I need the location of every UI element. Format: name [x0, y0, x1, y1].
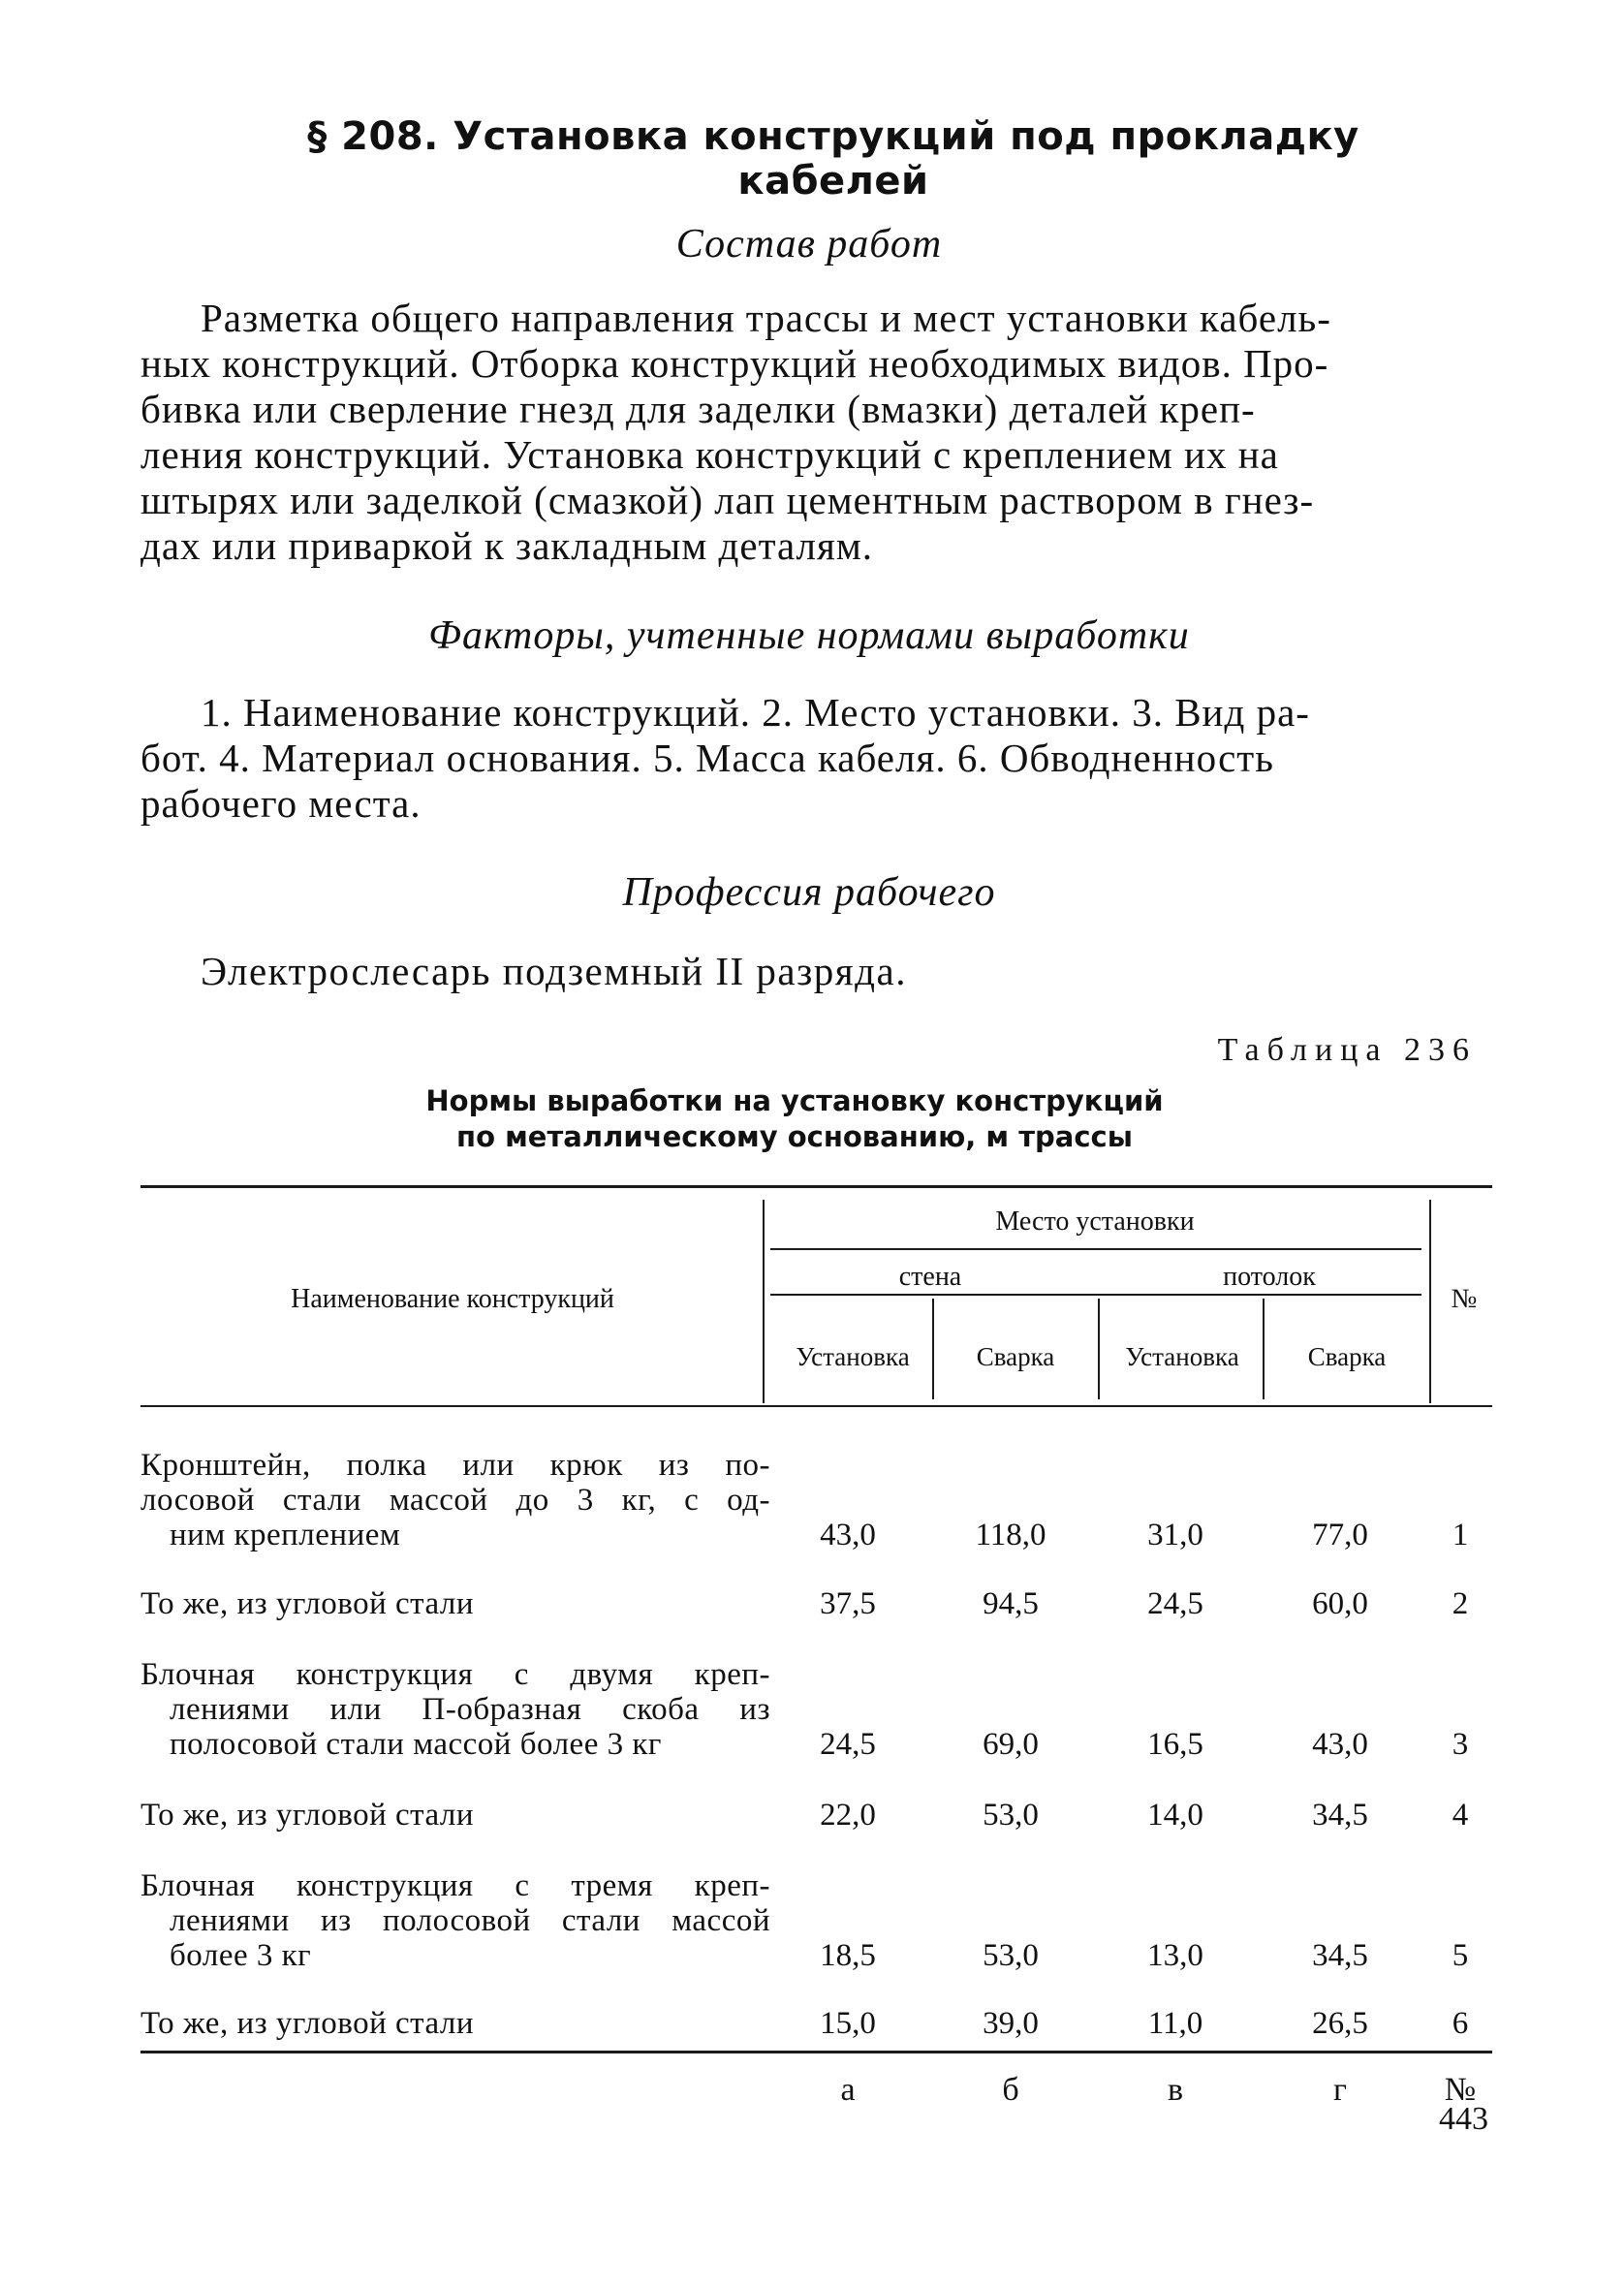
profession-heading: Профессия рабочего [622, 870, 996, 915]
row-name-line: Блочная конструкция с тремя креп- [141, 1868, 770, 1903]
table-vline-wall [932, 1299, 934, 1399]
table-row-number: 3 [1452, 1727, 1469, 1762]
row-name-line: полосовой стали массой более 3 кг [170, 1727, 662, 1762]
factors-line: рабочего места. [141, 781, 422, 826]
composition-paragraph [141, 296, 1478, 569]
table-cell: 39,0 [983, 2006, 1039, 2041]
table-footer-letter: № [1444, 2072, 1477, 2108]
factors-line: 1. Наименование конструкций. 2. Место установки. 3. Вид ра- [201, 690, 1310, 735]
row-name-line: лениями или П-образная скоба из [170, 1692, 770, 1727]
table-cell: 31,0 [1147, 1518, 1203, 1552]
table-row-name [141, 2006, 770, 2041]
table-row-number: 5 [1452, 1938, 1469, 1973]
row-name-line: более 3 кг [170, 1938, 312, 1973]
table-cell: 118,0 [975, 1518, 1046, 1552]
table-cell: 18,5 [820, 1938, 876, 1973]
table-cell: 24,5 [1147, 1586, 1203, 1621]
composition-heading: Состав работ [675, 222, 943, 266]
table-row-number: 6 [1452, 2006, 1469, 2041]
row-name-line: лосовой стали массой до 3 кг, с од- [141, 1483, 770, 1518]
table-vline-mid [1098, 1299, 1100, 1399]
table-cell: 37,5 [820, 1586, 876, 1621]
table-cell: 60,0 [1312, 1586, 1368, 1621]
table-header-wall-weld: Сварка [976, 1342, 1055, 1371]
composition-line: штырях или заделкой (смазкой) лап цементным раствором в гнез- [141, 478, 1315, 522]
table-cell: 11,0 [1147, 2006, 1203, 2041]
table-cell: 26,5 [1312, 2006, 1368, 2041]
row-name-line: ним креплением [170, 1518, 401, 1552]
table-header-ceiling-weld: Сварка [1307, 1342, 1387, 1371]
table-title-line: по металлическому основанию, м трассы [456, 1120, 1133, 1153]
table-row-name [141, 1798, 770, 1833]
composition-line: ления конструкций. Установка конструкций с креплением их на [141, 432, 1279, 477]
table-title-line: Нормы выработки на установку конструкций [425, 1084, 1164, 1117]
table-cell: 43,0 [1312, 1727, 1368, 1762]
table-footer-letter: б [1002, 2072, 1019, 2108]
row-name-line: Блочная конструкция с двумя креп- [141, 1657, 770, 1692]
table-footer-letter: г [1333, 2072, 1347, 2108]
table-footer-letter: в [1167, 2072, 1184, 2108]
table-cell: 77,0 [1312, 1518, 1368, 1552]
table-header-rule [141, 1405, 1492, 1407]
factors-paragraph [141, 690, 1478, 827]
composition-line: дах или приваркой к закладным деталям. [141, 523, 874, 568]
table-row-number: 1 [1452, 1518, 1469, 1552]
row-name-line: Кронштейн, полка или крюк из по- [141, 1448, 770, 1483]
table-cell: 16,5 [1147, 1727, 1203, 1762]
table-title [291, 1083, 1298, 1155]
row-name-line: лениями из полосовой стали массой [170, 1903, 770, 1938]
table-header-number: № [1451, 1284, 1478, 1314]
table-cell: 94,5 [983, 1586, 1039, 1621]
row-name-line: То же, из угловой стали [141, 2006, 475, 2041]
table-cell: 53,0 [983, 1938, 1039, 1973]
table-header-ceiling-install: Установка [1125, 1342, 1239, 1371]
table-row-name [141, 1868, 770, 1973]
table-bottom-rule [141, 2051, 1492, 2053]
row-name-line: То же, из угловой стали [141, 1798, 475, 1833]
page-number: 443 [1439, 2101, 1488, 2137]
factors-heading: Факторы, учтенные нормами выработки [428, 613, 1190, 658]
table-cell: 34,5 [1312, 1938, 1368, 1973]
composition-line: ных конструкций. Отборка конструкций необходимых видов. Про- [141, 341, 1329, 386]
table-row-number: 2 [1452, 1586, 1469, 1621]
table-cell: 53,0 [983, 1798, 1039, 1833]
table-header-wall-install: Установка [796, 1342, 910, 1371]
composition-line: Разметка общего направления трассы и мест установки кабель- [201, 296, 1331, 340]
table-vline-ceiling [1263, 1299, 1265, 1399]
table-header-name: Наименование конструкций [291, 1284, 614, 1314]
table-label: Таблица 236 [1217, 1032, 1477, 1068]
factors-line: бот. 4. Материал основания. 5. Масса кабеля. 6. Обводненность [141, 736, 1274, 780]
table-cell: 69,0 [983, 1727, 1039, 1762]
table-top-rule [141, 1185, 1492, 1188]
table-vline-name [763, 1200, 765, 1403]
table-cell: 22,0 [820, 1798, 876, 1833]
profession-text: Электрослесарь подземный II разряда. [201, 949, 907, 993]
table-row-number: 4 [1452, 1798, 1469, 1833]
table-header-wall: стена [898, 1262, 962, 1292]
table-cell: 15,0 [820, 2006, 876, 2041]
composition-line: бивка или сверление гнезд для заделки (вмазки) деталей креп- [141, 387, 1256, 431]
table-cell: 14,0 [1147, 1798, 1203, 1833]
table-row-name [141, 1448, 770, 1552]
table-surface-rule [770, 1294, 1421, 1296]
table-vline-number [1429, 1200, 1431, 1403]
table-row-name [141, 1657, 770, 1762]
table-header-ceiling: потолок [1223, 1262, 1316, 1292]
section-title: § 208. Установка конструкций под прокладку кабелей [307, 114, 1359, 204]
table-cell: 34,5 [1312, 1798, 1368, 1833]
row-name-line: То же, из угловой стали [141, 1586, 475, 1621]
table-cell: 13,0 [1147, 1938, 1203, 1973]
table-row-name [141, 1586, 770, 1621]
table-header-place: Место установки [995, 1207, 1195, 1237]
table-place-rule [770, 1248, 1421, 1250]
table-cell: 24,5 [820, 1727, 876, 1762]
table-footer-letter: а [840, 2072, 856, 2108]
table-cell: 43,0 [820, 1518, 876, 1552]
